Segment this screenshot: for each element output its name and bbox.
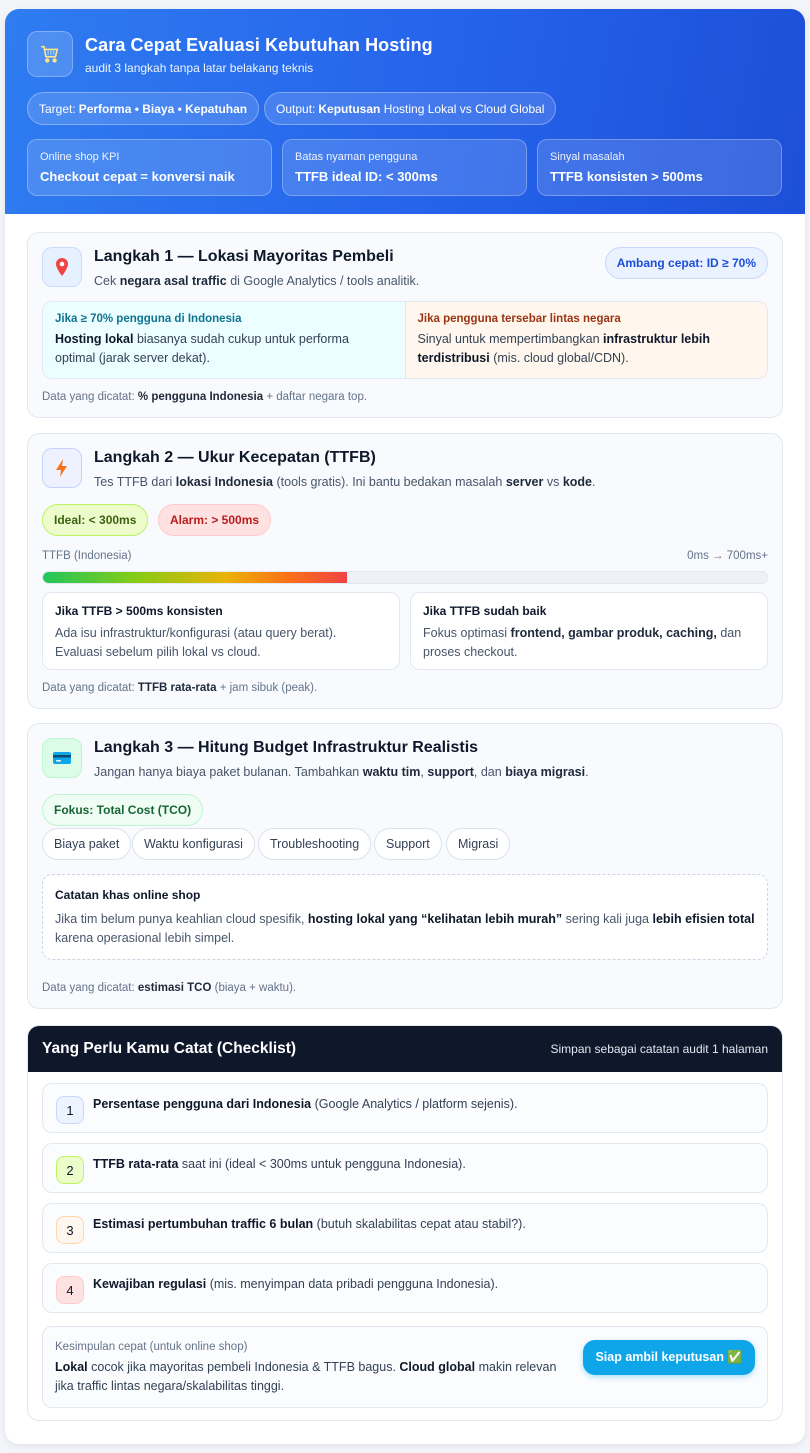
ideal-chip: Ideal: < 300ms — [42, 504, 148, 536]
kpi-card-comfort-limit: Batas nyaman pengguna TTFB ideal ID: < 300ms — [282, 139, 527, 196]
checklist-number: 4 — [56, 1276, 84, 1304]
checklist-header — [28, 1026, 782, 1072]
tag-support: Support — [374, 828, 442, 860]
step-1-description: Cek negara asal traffic di Google Analytics / tools analitik. — [94, 274, 420, 288]
conclusion-text: Lokal cocok jika mayoritas pembeli Indonesia & TTFB bagus. Cloud global makin relevan jika traffic lintas negara/skalabilitas tinggi. — [55, 1360, 557, 1394]
fast-threshold-badge: Ambang cepat: ID ≥ 70% — [605, 247, 768, 279]
ttfb-progress-fill — [43, 572, 347, 583]
kpi-card-online-shop: Online shop KPI Checkout cepat = konversi naik — [27, 139, 272, 196]
audit-card — [5, 9, 805, 1444]
tag-biaya-paket: Biaya paket — [42, 828, 131, 860]
page-subtitle: audit 3 langkah tanpa latar belakang teknis — [85, 61, 314, 75]
step-1-title: Langkah 1 — Lokasi Mayoritas Pembeli — [94, 248, 394, 265]
checklist-number: 3 — [56, 1216, 84, 1244]
step-3-title: Langkah 3 — Hitung Budget Infrastruktur Realistis — [94, 739, 479, 756]
step-2-card — [27, 433, 783, 709]
local-users-panel: Jika ≥ 70% pengguna di Indonesia Hosting lokal biasanya sudah cukup untuk performa optimal (jarak server dekat). — [43, 302, 405, 378]
slow-ttfb-box: Jika TTFB > 500ms konsisten Ada isu infrastruktur/konfigurasi (atau query berat). Evaluasi sebelum pilih lokal vs cloud. — [42, 592, 400, 670]
step-3-data-note: Data yang dicatat: estimasi TCO (biaya + waktu). — [42, 982, 297, 994]
checklist-item: 1 Persentase pengguna dari Indonesia (Google Analytics / platform sejenis). — [42, 1083, 768, 1133]
step-3-card — [27, 723, 783, 1009]
step-1-card — [27, 232, 783, 418]
distributed-users-panel: Jika pengguna tersebar lintas negara Sinyal untuk mempertimbangkan infrastruktur lebih terdistribusi (mis. cloud global/CDN). — [405, 302, 768, 378]
checklist-item: 3 Estimasi pertumbuhan traffic 6 bulan (butuh skalabilitas cepat atau stabil?). — [42, 1203, 768, 1253]
checklist-item: 2 TTFB rata-rata saat ini (ideal < 300ms untuk pengguna Indonesia). — [42, 1143, 768, 1193]
ttfb-progress-bar — [42, 571, 768, 584]
conclusion-label: Kesimpulan cepat (untuk online shop) — [55, 1341, 248, 1353]
checklist-item: 4 Kewajiban regulasi (mis. menyimpan data pribadi pengguna Indonesia). — [42, 1263, 768, 1313]
checklist-number: 1 — [56, 1096, 84, 1124]
checklist-number: 2 — [56, 1156, 84, 1184]
alarm-chip: Alarm: > 500ms — [158, 504, 271, 536]
tag-migrasi: Migrasi — [446, 828, 510, 860]
tco-focus-chip: Fokus: Total Cost (TCO) — [42, 794, 203, 826]
checklist-subtitle: Simpan sebagai catatan audit 1 halaman — [550, 1042, 768, 1056]
checklist-title: Yang Perlu Kamu Catat (Checklist) — [42, 1040, 297, 1057]
map-pin-icon — [42, 247, 82, 287]
lightning-icon — [42, 448, 82, 488]
checklist-panel — [27, 1025, 783, 1421]
page-title: Cara Cepat Evaluasi Kebutuhan Hosting — [85, 35, 433, 55]
step-1-comparison — [42, 301, 768, 379]
step-2-title: Langkah 2 — Ukur Kecepatan (TTFB) — [94, 449, 376, 466]
conclusion-box — [42, 1326, 768, 1408]
output-pill: Output: Keputusan Hosting Lokal vs Cloud Global — [264, 92, 556, 125]
ttfb-bar-range: 0ms → 700ms+ — [687, 550, 768, 562]
step-1-data-note: Data yang dicatat: % pengguna Indonesia + daftar negara top. — [42, 391, 368, 403]
step-2-description: Tes TTFB dari lokasi Indonesia (tools gratis). Ini bantu bedakan masalah server vs kode. — [94, 475, 596, 489]
target-pill: Target: Performa • Biaya • Kepatuhan — [27, 92, 259, 125]
tag-troubleshooting: Troubleshooting — [258, 828, 371, 860]
header-banner — [5, 9, 805, 214]
tag-waktu-konfigurasi: Waktu konfigurasi — [132, 828, 255, 860]
ttfb-bar-label: TTFB (Indonesia) — [42, 550, 132, 562]
step-3-description: Jangan hanya biaya paket bulanan. Tambahkan waktu tim, support, dan biaya migrasi. — [94, 765, 589, 779]
step-2-data-note: Data yang dicatat: TTFB rata-rata + jam sibuk (peak). — [42, 682, 318, 694]
kpi-card-problem-signal: Sinyal masalah TTFB konsisten > 500ms — [537, 139, 782, 196]
cart-icon — [27, 31, 73, 77]
credit-card-icon — [42, 738, 82, 778]
good-ttfb-box: Jika TTFB sudah baik Fokus optimasi frontend, gambar produk, caching, dan proses checkout. — [410, 592, 768, 670]
online-shop-callout: Catatan khas online shop Jika tim belum punya keahlian cloud spesifik, hosting lokal yang “kelihatan lebih murah” sering kali juga lebih efisien total karena operasional lebih simpel. — [42, 874, 768, 960]
ready-decide-button[interactable]: Siap ambil keputusan ✅ — [583, 1340, 755, 1375]
